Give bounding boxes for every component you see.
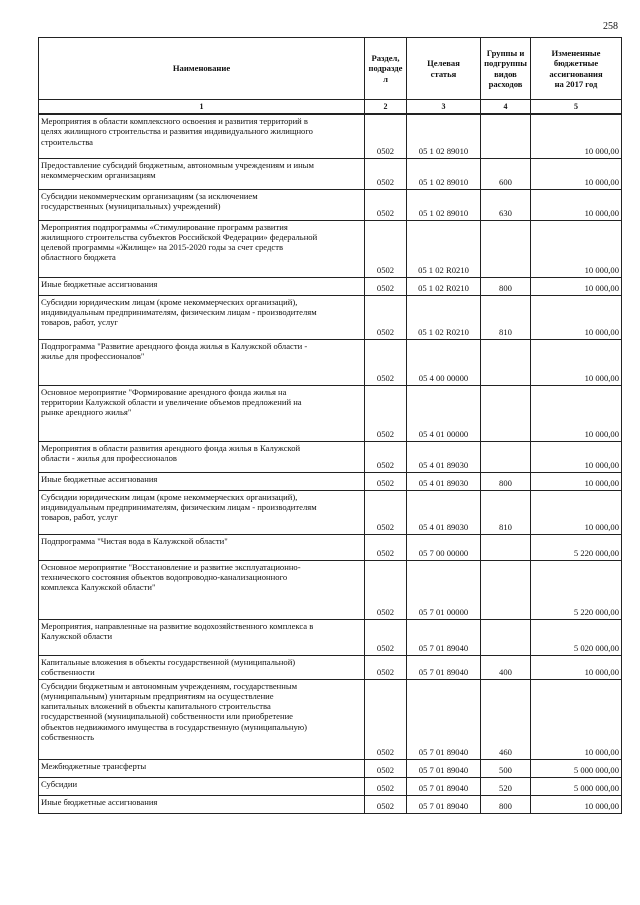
col-section-header: Раздел, подразде л — [365, 38, 407, 100]
row-group: 800 — [499, 801, 512, 812]
row-article: 05 1 02 R0210 — [418, 283, 469, 294]
row-amount: 10 000,00 — [584, 522, 619, 533]
row-amount: 5 220 000,00 — [573, 607, 619, 618]
col-name-header: Наименование — [39, 38, 365, 100]
row-name: Субсидии юридическим лицам (кроме некоммерческих организаций), индивидуальным предпринимателям, физическим лицам - производителям товаров, работ, услуг — [41, 491, 317, 523]
table-row — [39, 759, 622, 777]
row-article: 05 7 00 00000 — [418, 548, 469, 559]
table-row — [39, 560, 622, 619]
column-number-row — [39, 100, 622, 115]
row-article: 05 4 01 89030 — [418, 460, 469, 471]
row-name: Субсидии бюджетным и автономным учреждениям, государственным (муниципальным) унитарным предприятиям на осуществление капитальных вложений в объекты капитального строительства государственной (муниципальной) собственности или приобретение объектов недвижимого имущества в государственную (муниципальную) собственность — [41, 680, 308, 743]
col-number: 4 — [481, 100, 531, 115]
row-name: Субсидии — [41, 778, 78, 789]
row-name: Мероприятия, направленные на развитие водохозяйственного комплекса в Калужской области — [41, 620, 314, 641]
row-article: 05 7 01 00000 — [418, 607, 469, 618]
row-section: 0502 — [376, 548, 395, 559]
row-section: 0502 — [376, 522, 395, 533]
row-section: 0502 — [376, 667, 395, 678]
table-row — [39, 441, 622, 472]
row-section: 0502 — [376, 177, 395, 188]
row-group: 400 — [499, 667, 512, 678]
row-article: 05 1 02 89010 — [418, 146, 469, 157]
table-row — [39, 777, 622, 795]
row-name: Иные бюджетные ассигнования — [41, 473, 158, 484]
row-name: Межбюджетные трансферты — [41, 760, 147, 771]
row-amount: 10 000,00 — [584, 177, 619, 188]
row-group: 810 — [499, 522, 512, 533]
row-article: 05 7 01 89040 — [418, 747, 469, 758]
row-article: 05 7 01 89040 — [418, 765, 469, 776]
row-group: 800 — [499, 478, 512, 489]
row-section: 0502 — [376, 429, 395, 440]
table-row — [39, 655, 622, 679]
col-number: 2 — [365, 100, 407, 115]
table-body — [39, 114, 622, 813]
budget-table — [38, 37, 622, 814]
row-article: 05 4 00 00000 — [418, 373, 469, 384]
row-amount: 10 000,00 — [584, 747, 619, 758]
row-section: 0502 — [376, 460, 395, 471]
row-amount: 10 000,00 — [584, 373, 619, 384]
row-name: Предоставление субсидий бюджетным, автономным учреждениям и иным некоммерческим организациям — [41, 159, 314, 180]
table-row — [39, 114, 622, 158]
row-amount: 5 000 000,00 — [573, 765, 619, 776]
col-number: 3 — [407, 100, 481, 115]
row-section: 0502 — [376, 283, 395, 294]
row-section: 0502 — [376, 146, 395, 157]
row-section: 0502 — [376, 373, 395, 384]
row-amount: 10 000,00 — [584, 283, 619, 294]
row-name: Мероприятия подпрограммы «Стимулирование программ развития жилищного строительства субъектов Российской Федерации» федеральной целевой программы «Жилище» на 2015-2020 годы за счет средств областного бюджета — [41, 221, 318, 263]
row-name: Основное мероприятие "Восстановление и развитие эксплуатационно- технического состояния объектов водопроводно-канализационного комплекса Калужской области" — [41, 561, 301, 593]
row-amount: 10 000,00 — [584, 460, 619, 471]
col-number: 1 — [39, 100, 365, 115]
row-name: Основное мероприятие "Формирование арендного фонда жилья на территории Калужской области и увеличение объемов предложений на рынке арендного жилья" — [41, 386, 302, 418]
row-section: 0502 — [376, 478, 395, 489]
row-section: 0502 — [376, 643, 395, 654]
row-name: Подпрограмма "Развитие арендного фонда жилья в Калужской области - жилье для профессионалов" — [41, 340, 308, 361]
row-article: 05 7 01 89040 — [418, 667, 469, 678]
row-article: 05 1 02 R0210 — [418, 265, 469, 276]
row-amount: 10 000,00 — [584, 429, 619, 440]
row-amount: 10 000,00 — [584, 327, 619, 338]
row-section: 0502 — [376, 765, 395, 776]
row-amount: 10 000,00 — [584, 478, 619, 489]
table-row — [39, 385, 622, 441]
row-article: 05 1 02 89010 — [418, 177, 469, 188]
table-row — [39, 534, 622, 560]
row-article: 05 4 01 89030 — [418, 478, 469, 489]
row-group: 630 — [499, 208, 512, 219]
row-amount: 5 020 000,00 — [573, 643, 619, 654]
table-row — [39, 220, 622, 277]
row-amount: 10 000,00 — [584, 208, 619, 219]
row-amount: 5 220 000,00 — [573, 548, 619, 559]
row-article: 05 7 01 89040 — [418, 801, 469, 812]
row-article: 05 4 01 00000 — [418, 429, 469, 440]
table-row — [39, 295, 622, 339]
header-row — [39, 38, 622, 100]
col-number: 5 — [531, 100, 622, 115]
row-group: 500 — [499, 765, 512, 776]
table-row — [39, 277, 622, 295]
row-amount: 10 000,00 — [584, 667, 619, 678]
row-name: Подпрограмма "Чистая вода в Калужской области" — [41, 535, 228, 546]
row-name: Мероприятия в области комплексного освоения и развития территорий в целях жилищного строительства и развития индивидуального жилищного строительства — [41, 116, 313, 147]
row-group: 600 — [499, 177, 512, 188]
col-amount-header: Измененные бюджетные ассигнования на 2017 год — [531, 38, 622, 100]
row-name: Иные бюджетные ассигнования — [41, 278, 158, 289]
row-section: 0502 — [376, 783, 395, 794]
row-group: 810 — [499, 327, 512, 338]
table-row — [39, 339, 622, 385]
row-section: 0502 — [376, 747, 395, 758]
row-article: 05 7 01 89040 — [418, 643, 469, 654]
row-section: 0502 — [376, 208, 395, 219]
row-amount: 5 000 000,00 — [573, 783, 619, 794]
col-article-header: Целевая статья — [407, 38, 481, 100]
row-article: 05 4 01 89030 — [418, 522, 469, 533]
row-section: 0502 — [376, 801, 395, 812]
row-name: Иные бюджетные ассигнования — [41, 796, 158, 807]
row-group: 520 — [499, 783, 512, 794]
row-section: 0502 — [376, 265, 395, 276]
row-name: Мероприятия в области развития арендного фонда жилья в Калужской области - жилья для профессионалов — [41, 442, 301, 463]
row-section: 0502 — [376, 607, 395, 618]
table-row — [39, 679, 622, 759]
row-amount: 10 000,00 — [584, 146, 619, 157]
row-article: 05 1 02 89010 — [418, 208, 469, 219]
table-row — [39, 472, 622, 490]
col-group-header: Группы и подгруппы видов расходов — [481, 38, 531, 100]
row-name: Капитальные вложения в объекты государственной (муниципальной) собственности — [41, 656, 296, 677]
row-group: 800 — [499, 283, 512, 294]
row-name: Субсидии юридическим лицам (кроме некоммерческих организаций), индивидуальным предпринимателям, физическим лицам - производителям товаров, работ, услуг — [41, 296, 317, 328]
page-number: 258 — [603, 21, 618, 32]
table-row — [39, 189, 622, 220]
row-article: 05 7 01 89040 — [418, 783, 469, 794]
row-group: 460 — [499, 747, 512, 758]
table-row — [39, 490, 622, 534]
row-amount: 10 000,00 — [584, 265, 619, 276]
row-name: Субсидии некоммерческим организациям (за исключением государственных (муниципальных) учреждений) — [41, 190, 258, 211]
table-row — [39, 795, 622, 813]
table-row — [39, 619, 622, 655]
table-row — [39, 158, 622, 189]
row-section: 0502 — [376, 327, 395, 338]
row-amount: 10 000,00 — [584, 801, 619, 812]
row-article: 05 1 02 R0210 — [418, 327, 469, 338]
